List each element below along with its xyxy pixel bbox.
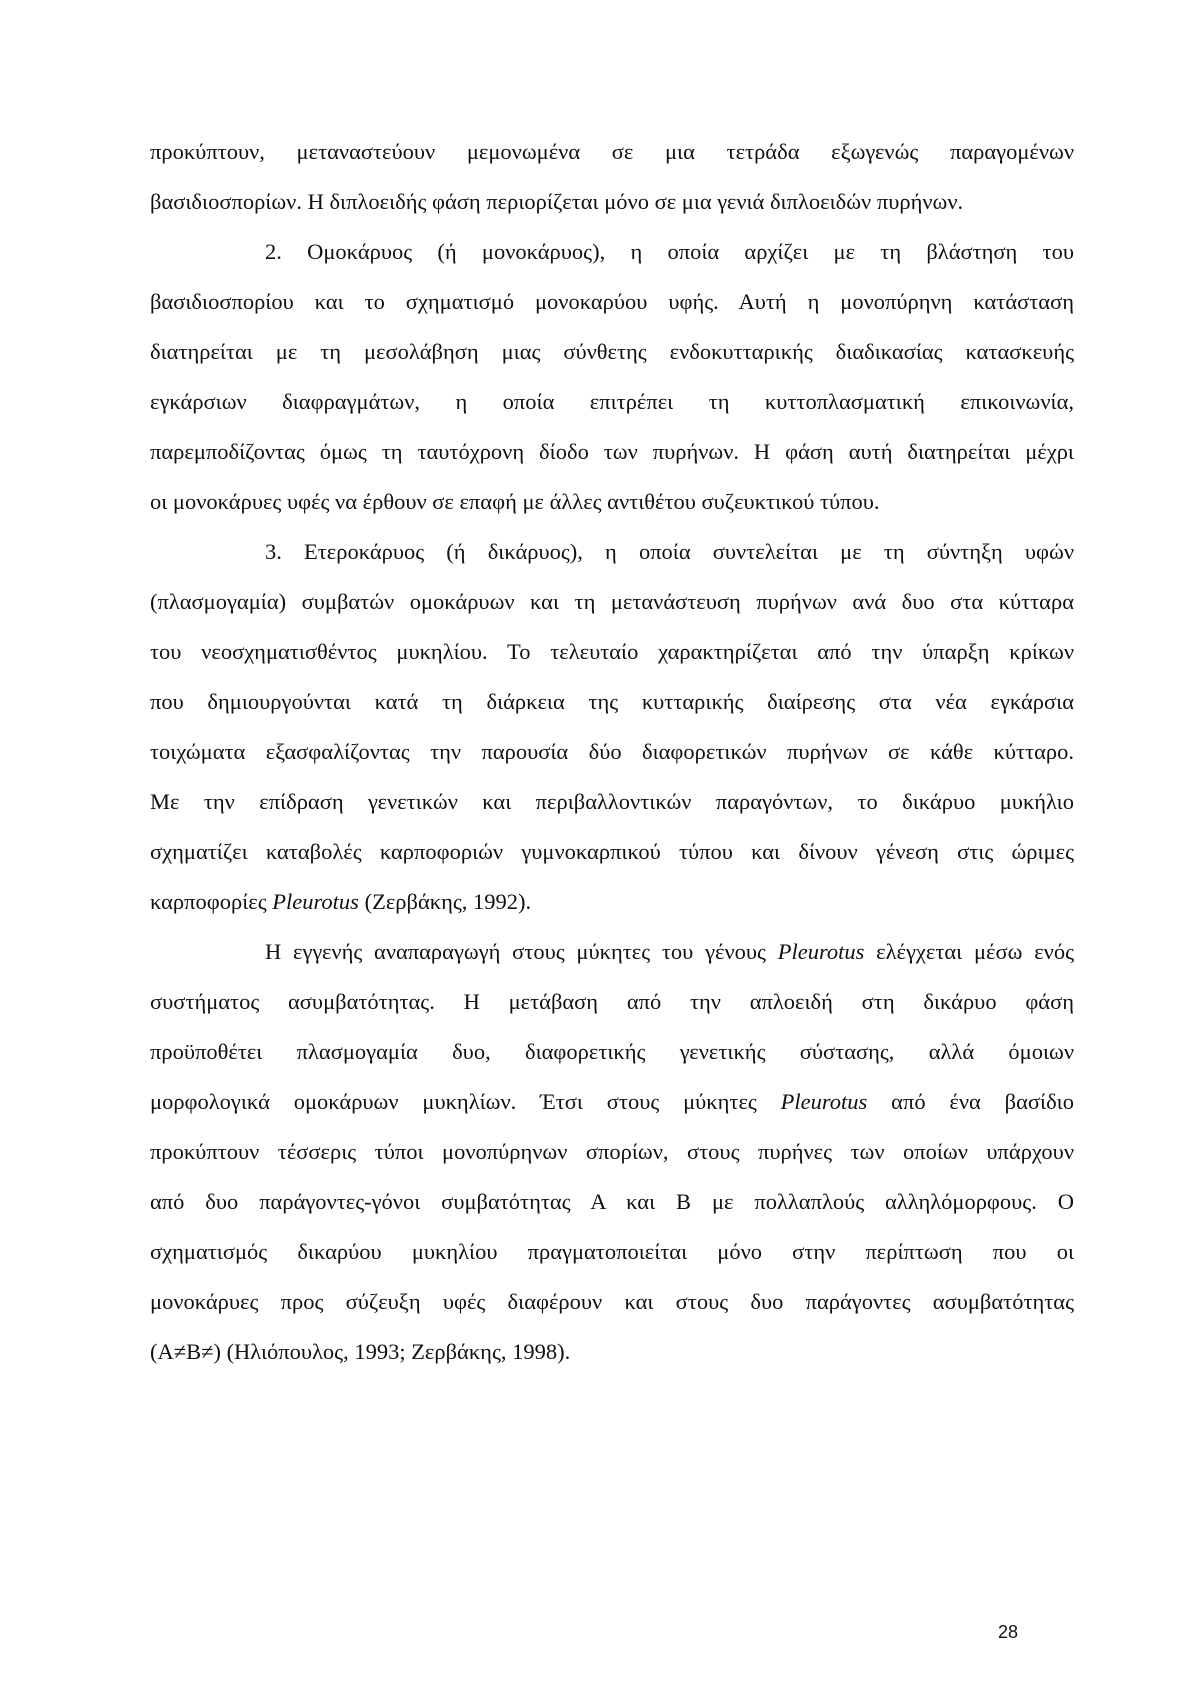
italic-genus-name: Pleurotus [777,939,865,964]
text-line: βασιδιοσπορίου και το σχηματισμό μονοκαρύου υφής. Αυτή η μονοπύρηνη κατάσταση [150,289,1074,314]
text-segment: μορφολογικά ομοκάρυων μυκηλίων. Έτσι στους μύκητες [150,1089,781,1114]
text-line: σχηματισμός δικαρύου μυκηλίου πραγματοποιείται μόνο στην περίπτωση που οι [150,1239,1074,1264]
italic-genus-name: Pleurotus [780,1089,868,1114]
text-line: μονοκάρυες προς σύζευξη υφές διαφέρουν και στους δυο παράγοντες ασυμβατότητας [150,1289,1074,1314]
text-segment: από ένα βασίδιο [867,1089,1074,1114]
text-line: τοιχώματα εξασφαλίζοντας την παρουσία δύο διαφορετικών πυρήνων σε κάθε κύτταρο. [150,739,1074,764]
text-line: προϋποθέτει πλασμογαμία δυο, διαφορετικής γενετικής σύστασης, αλλά όμοιων [150,1039,1074,1064]
text-line: εγκάρσιων διαφραγμάτων, η οποία επιτρέπει τη κυττοπλασματική επικοινωνία, [150,389,1074,414]
text-segment: καρποφορίες [150,889,273,914]
text-line: από δυο παράγοντες-γόνοι συμβατότητας Α και Β με πολλαπλούς αλληλόμορφους. Ο [150,1189,1074,1214]
text-line: παρεμποδίζοντας όμως τη ταυτόχρονη δίοδο των πυρήνων. Η φάση αυτή διατηρείται μέχρι [150,439,1074,464]
text-line: προκύπτουν τέσσερις τύποι μονοπύρηνων σπορίων, στους πυρήνες των οποίων υπάρχουν [150,1139,1074,1164]
text-line: Με την επίδραση γενετικών και περιβαλλοντικών παραγόντων, το δικάρυο μυκήλιο [150,789,1074,814]
text-line: του νεοσχηματισθέντος μυκηλίου. Το τελευταίο χαρακτηρίζεται από την ύπαρξη κρίκων [150,639,1074,664]
text-line: προκύπτουν, μεταναστεύουν μεμονωμένα σε μια τετράδα εξωγενώς παραγομένων [150,139,1074,164]
text-line: διατηρείται με τη μεσολάβηση μιας σύνθετης ενδοκυτταρικής διαδικασίας κατασκευής [150,339,1074,364]
text-line: συστήματος ασυμβατότητας. Η μετάβαση από την απλοειδή στη δικάρυο φάση [150,989,1074,1014]
document-body [150,133,1074,1383]
text-line: (πλασμογαμία) συμβατών ομοκάρυων και τη μετανάστευση πυρήνων ανά δυο στα κύτταρα [150,589,1074,614]
text-line: βασιδιοσπορίων. Η διπλοειδής φάση περιορίζεται μόνο σε μια γενιά διπλοειδών πυρήνων. [150,189,964,214]
italic-genus-name: Pleurotus [272,889,359,914]
text-line: οι μονοκάρυες υφές να έρθουν σε επαφή με άλλες αντιθέτου συζευκτικού τύπου. [150,489,880,514]
page-number: 28 [998,1622,1019,1642]
text-segment: Η εγγενής αναπαραγωγή στους μύκητες του γένους [265,939,778,964]
text-line: (Α≠Β≠) (Ηλιόπουλος, 1993; Ζερβάκης, 1998). [150,1339,571,1364]
text-line: που δημιουργούνται κατά τη διάρκεια της κυτταρικής διαίρεσης στα νέα εγκάρσια [150,689,1074,714]
text-line: σχηματίζει καταβολές καρποφοριών γυμνοκαρπικού τύπου και δίνουν γένεση στις ώριμες [150,839,1074,864]
text-line [150,883,1074,933]
list-item-start: 3. Ετεροκάρυος (ή δικάρυος), η οποία συντελείται με τη σύντηξη υφών [265,539,1074,564]
text-segment: ελέγχεται μέσω ενός [864,939,1074,964]
text-segment: (Ζερβάκης, 1992). [358,889,532,914]
list-item-start: 2. Ομοκάρυος (ή μονοκάρυος), η οποία αρχίζει με τη βλάστηση του [265,239,1074,264]
text-line [150,1083,1074,1133]
paragraph-start [150,933,1074,983]
